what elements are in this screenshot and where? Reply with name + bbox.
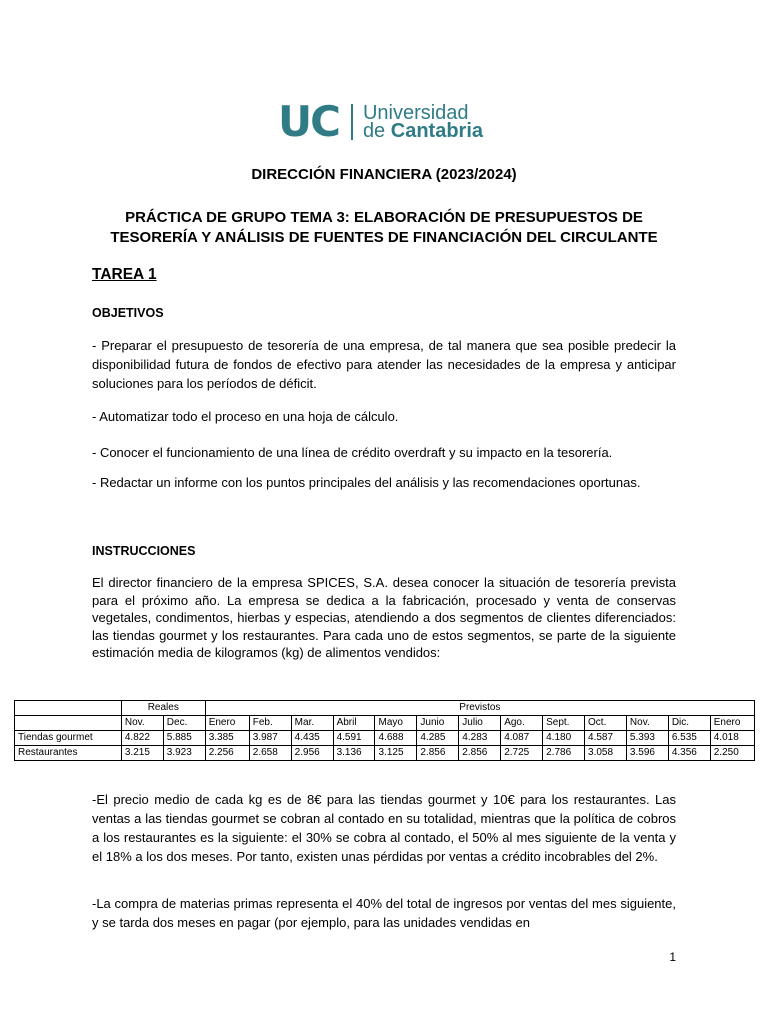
table-cell: 3.923 (163, 746, 205, 761)
table-cell: 6.535 (668, 731, 710, 746)
month-header: Mar. (291, 716, 333, 731)
table-cell: 3.385 (205, 731, 249, 746)
table-cell: 2.956 (291, 746, 333, 761)
table-cell: 4.283 (459, 731, 501, 746)
instructions-paragraph: El director financiero de la empresa SPICES, S.A. desea conocer la situación de tesorería prevista para el próximo año. La empresa se dedica a la fabricación, procesado y venta de conservas vegetales, condimentos, hierbas y especias, atendiendo a dos segmentos de clientes diferenciados: las tiendas gourmet y los restaurantes. Para cada uno de estos segmentos, se parte de la siguiente estimación media de kilogramos (kg) de alimentos vendidos: (92, 575, 676, 660)
table-cell: 3.596 (626, 746, 668, 761)
table-corner-cell (15, 701, 122, 716)
practice-title-line2: TESORERÍA Y ANÁLISIS DE FUENTES DE FINANCIACIÓN DEL CIRCULANTE (110, 229, 658, 246)
month-header: Junio (417, 716, 459, 731)
month-header: Nov. (626, 716, 668, 731)
logo-line1: Universidad (362, 102, 469, 124)
objectives-heading: OBJETIVOS (92, 306, 164, 320)
table-cell: 4.285 (417, 731, 459, 746)
logo-line2-bold: Cantabria (390, 120, 483, 142)
table-group-header-row (15, 701, 755, 716)
month-header: Oct. (585, 716, 627, 731)
table-cell: 4.591 (333, 731, 375, 746)
month-header: Ago. (501, 716, 543, 731)
logo-mark: UC (278, 97, 339, 146)
table-cell: 4.356 (668, 746, 710, 761)
month-header: Enero (710, 716, 754, 731)
table-cell: 3.058 (585, 746, 627, 761)
sales-forecast-table (14, 700, 755, 761)
row-label: Tiendas gourmet (15, 731, 122, 746)
group-reales: Reales (121, 701, 205, 716)
row-label: Restaurantes (15, 746, 122, 761)
table-cell: 2.256 (205, 746, 249, 761)
price-paragraph: -El precio medio de cada kg es de 8€ para las tiendas gourmet y 10€ para los restaurantes. Las ventas a las tiendas gourmet se cobran al contado en su totalidad, mientras que la política de cobros a los restaurantes es la siguiente: el 30% se cobra al contado, el 50% al mes siguiente de la venta y el 18% a los dos meses. Por tanto, existen unas pérdidas por ventas a crédito incobrables del 2%. (92, 792, 676, 864)
table-cell: 2.856 (459, 746, 501, 761)
objective-1: - Preparar el presupuesto de tesorería de una empresa, de tal manera que sea posible predecir la disponibilidad futura de fondos de efectivo para atender las necesidades de la empresa y anticipar soluciones para los períodos de déficit. (92, 338, 676, 391)
practice-title (0, 208, 768, 248)
month-header: Julio (459, 716, 501, 731)
month-header: Dec. (163, 716, 205, 731)
table-cell: 3.125 (375, 746, 417, 761)
group-previstos: Previstos (205, 701, 754, 716)
table-cell: 5.885 (163, 731, 205, 746)
table-cell: 3.215 (121, 746, 163, 761)
practice-title-line1: PRÁCTICA DE GRUPO TEMA 3: ELABORACIÓN DE PRESUPUESTOS DE (125, 209, 643, 226)
table-cell: 4.087 (501, 731, 543, 746)
logo-divider (351, 104, 353, 140)
month-header: Mayo (375, 716, 417, 731)
logo-line2-prefix: de (362, 120, 391, 142)
table-cell: 4.435 (291, 731, 333, 746)
table-cell: 4.587 (585, 731, 627, 746)
month-header: Dic. (668, 716, 710, 731)
table-cell: 2.786 (543, 746, 585, 761)
objective-4: - Redactar un informe con los puntos principales del análisis y las recomendaciones oportunas. (92, 475, 641, 490)
table-cell: 4.018 (710, 731, 754, 746)
logo-wordmark (363, 104, 483, 140)
table-cell: 2.658 (249, 746, 291, 761)
purchases-paragraph: -La compra de materias primas representa el 40% del total de ingresos por ventas del mes siguiente, y se tarda dos meses en pagar (por ejemplo, para las unidades vendidas en (92, 896, 676, 930)
month-header: Feb. (249, 716, 291, 731)
table-cell: 4.688 (375, 731, 417, 746)
table-row (15, 731, 755, 746)
table-cell: 2.250 (710, 746, 754, 761)
table-row (15, 746, 755, 761)
objective-3: - Conocer el funcionamiento de una línea de crédito overdraft y su impacto en la tesorería. (92, 445, 613, 460)
table-cell: 3.987 (249, 731, 291, 746)
table-cell: 4.822 (121, 731, 163, 746)
month-header: Abril (333, 716, 375, 731)
table-corner-cell (15, 716, 122, 731)
page-number: 1 (669, 950, 676, 964)
table-cell: 3.136 (333, 746, 375, 761)
month-header: Sept. (543, 716, 585, 731)
table-month-header-row (15, 716, 755, 731)
objective-2: - Automatizar todo el proceso en una hoja de cálculo. (92, 409, 399, 424)
table-cell: 2.856 (417, 746, 459, 761)
instructions-heading: INSTRUCCIONES (92, 544, 196, 558)
table-cell: 4.180 (543, 731, 585, 746)
course-title: DIRECCIÓN FINANCIERA (2023/2024) (251, 166, 517, 183)
table-cell: 5.393 (626, 731, 668, 746)
table-cell: 2.725 (501, 746, 543, 761)
task-heading: TAREA 1 (92, 266, 157, 283)
logo-line2 (363, 122, 483, 140)
month-header: Enero (205, 716, 249, 731)
university-logo (278, 97, 483, 146)
month-header: Nov. (121, 716, 163, 731)
